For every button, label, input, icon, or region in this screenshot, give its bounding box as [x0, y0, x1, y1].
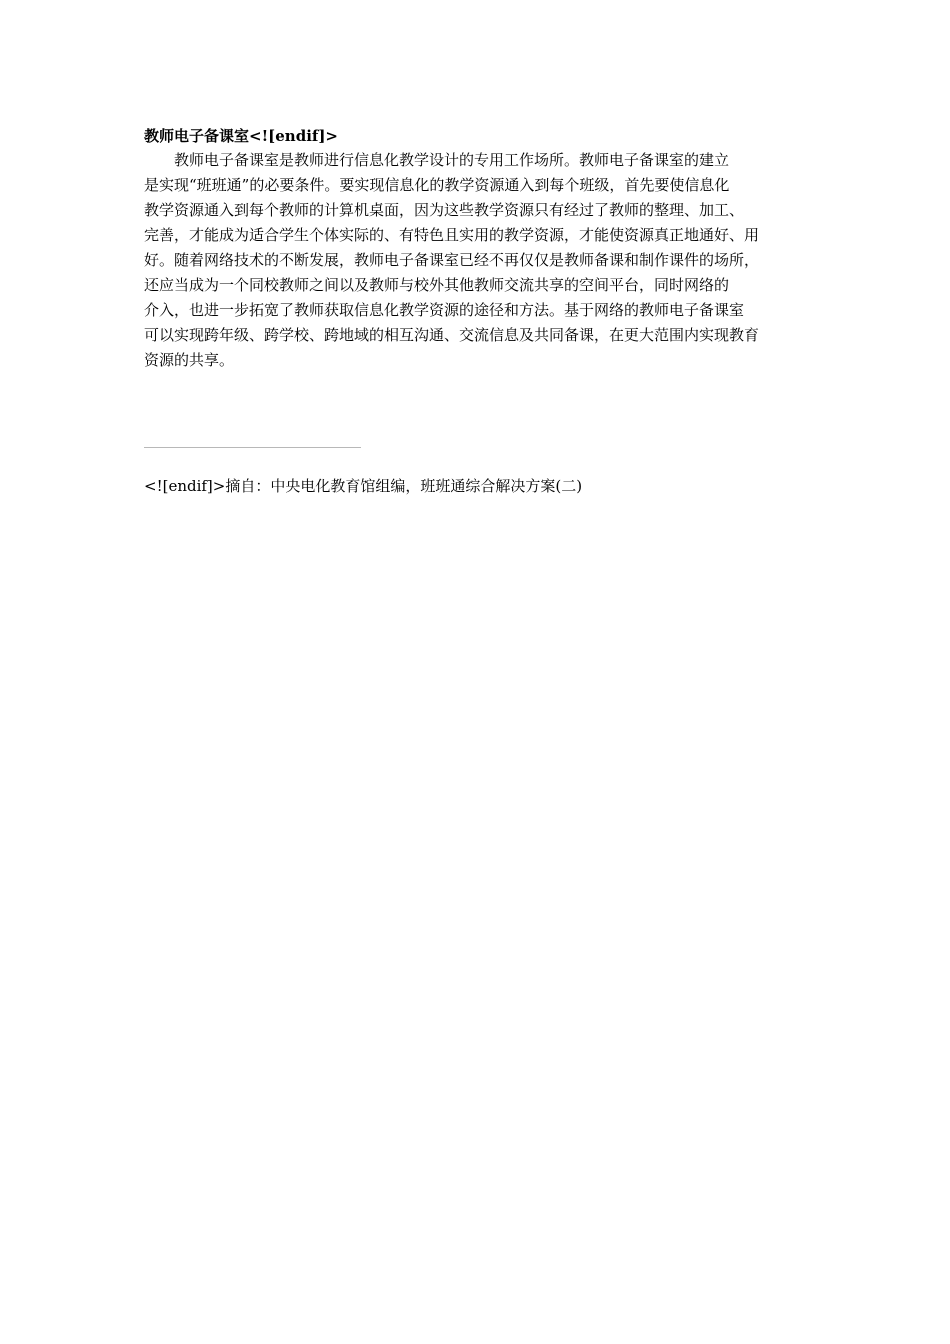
paragraph-line: 教学资源通入到每个教师的计算机桌面，因为这些教学资源只有经过了教师的整理、加工、 — [144, 201, 745, 219]
paragraph-line: 教师电子备课室是教师进行信息化教学设计的专用工作场所。教师电子备课室的建立 — [144, 151, 730, 169]
paragraph-line: 介入，也进一步拓宽了教师获取信息化教学资源的途径和方法。基于网络的教师电子备课室 — [144, 301, 745, 319]
footnote-text: <![endif]>摘自：中央电化教育馆组编，班班通综合解决方案(二) — [144, 477, 583, 495]
paragraph-line: 资源的共享。 — [144, 351, 235, 369]
body-paragraph — [144, 148, 824, 373]
paragraph-line: 完善，才能成为适合学生个体实际的、有特色且实用的教学资源，才能使资源真正地通好、用 — [144, 226, 760, 244]
paragraph-line: 可以实现跨年级、跨学校、跨地域的相互沟通、交流信息及共同备课，在更大范围内实现教育 — [144, 326, 760, 344]
footnote-divider — [144, 447, 361, 448]
paragraph-line: 还应当成为一个同校教师之间以及教师与校外其他教师交流共享的空间平台，同时网络的 — [144, 276, 730, 294]
paragraph-line: 好。随着网络技术的不断发展，教师电子备课室已经不再仅仅是教师备课和制作课件的场所， — [144, 251, 760, 269]
document-heading: 教师电子备课室<![endif]> — [144, 127, 339, 145]
paragraph-line: 是实现“班班通”的必要条件。要实现信息化的教学资源通入到每个班级，首先要使信息化 — [144, 176, 730, 194]
